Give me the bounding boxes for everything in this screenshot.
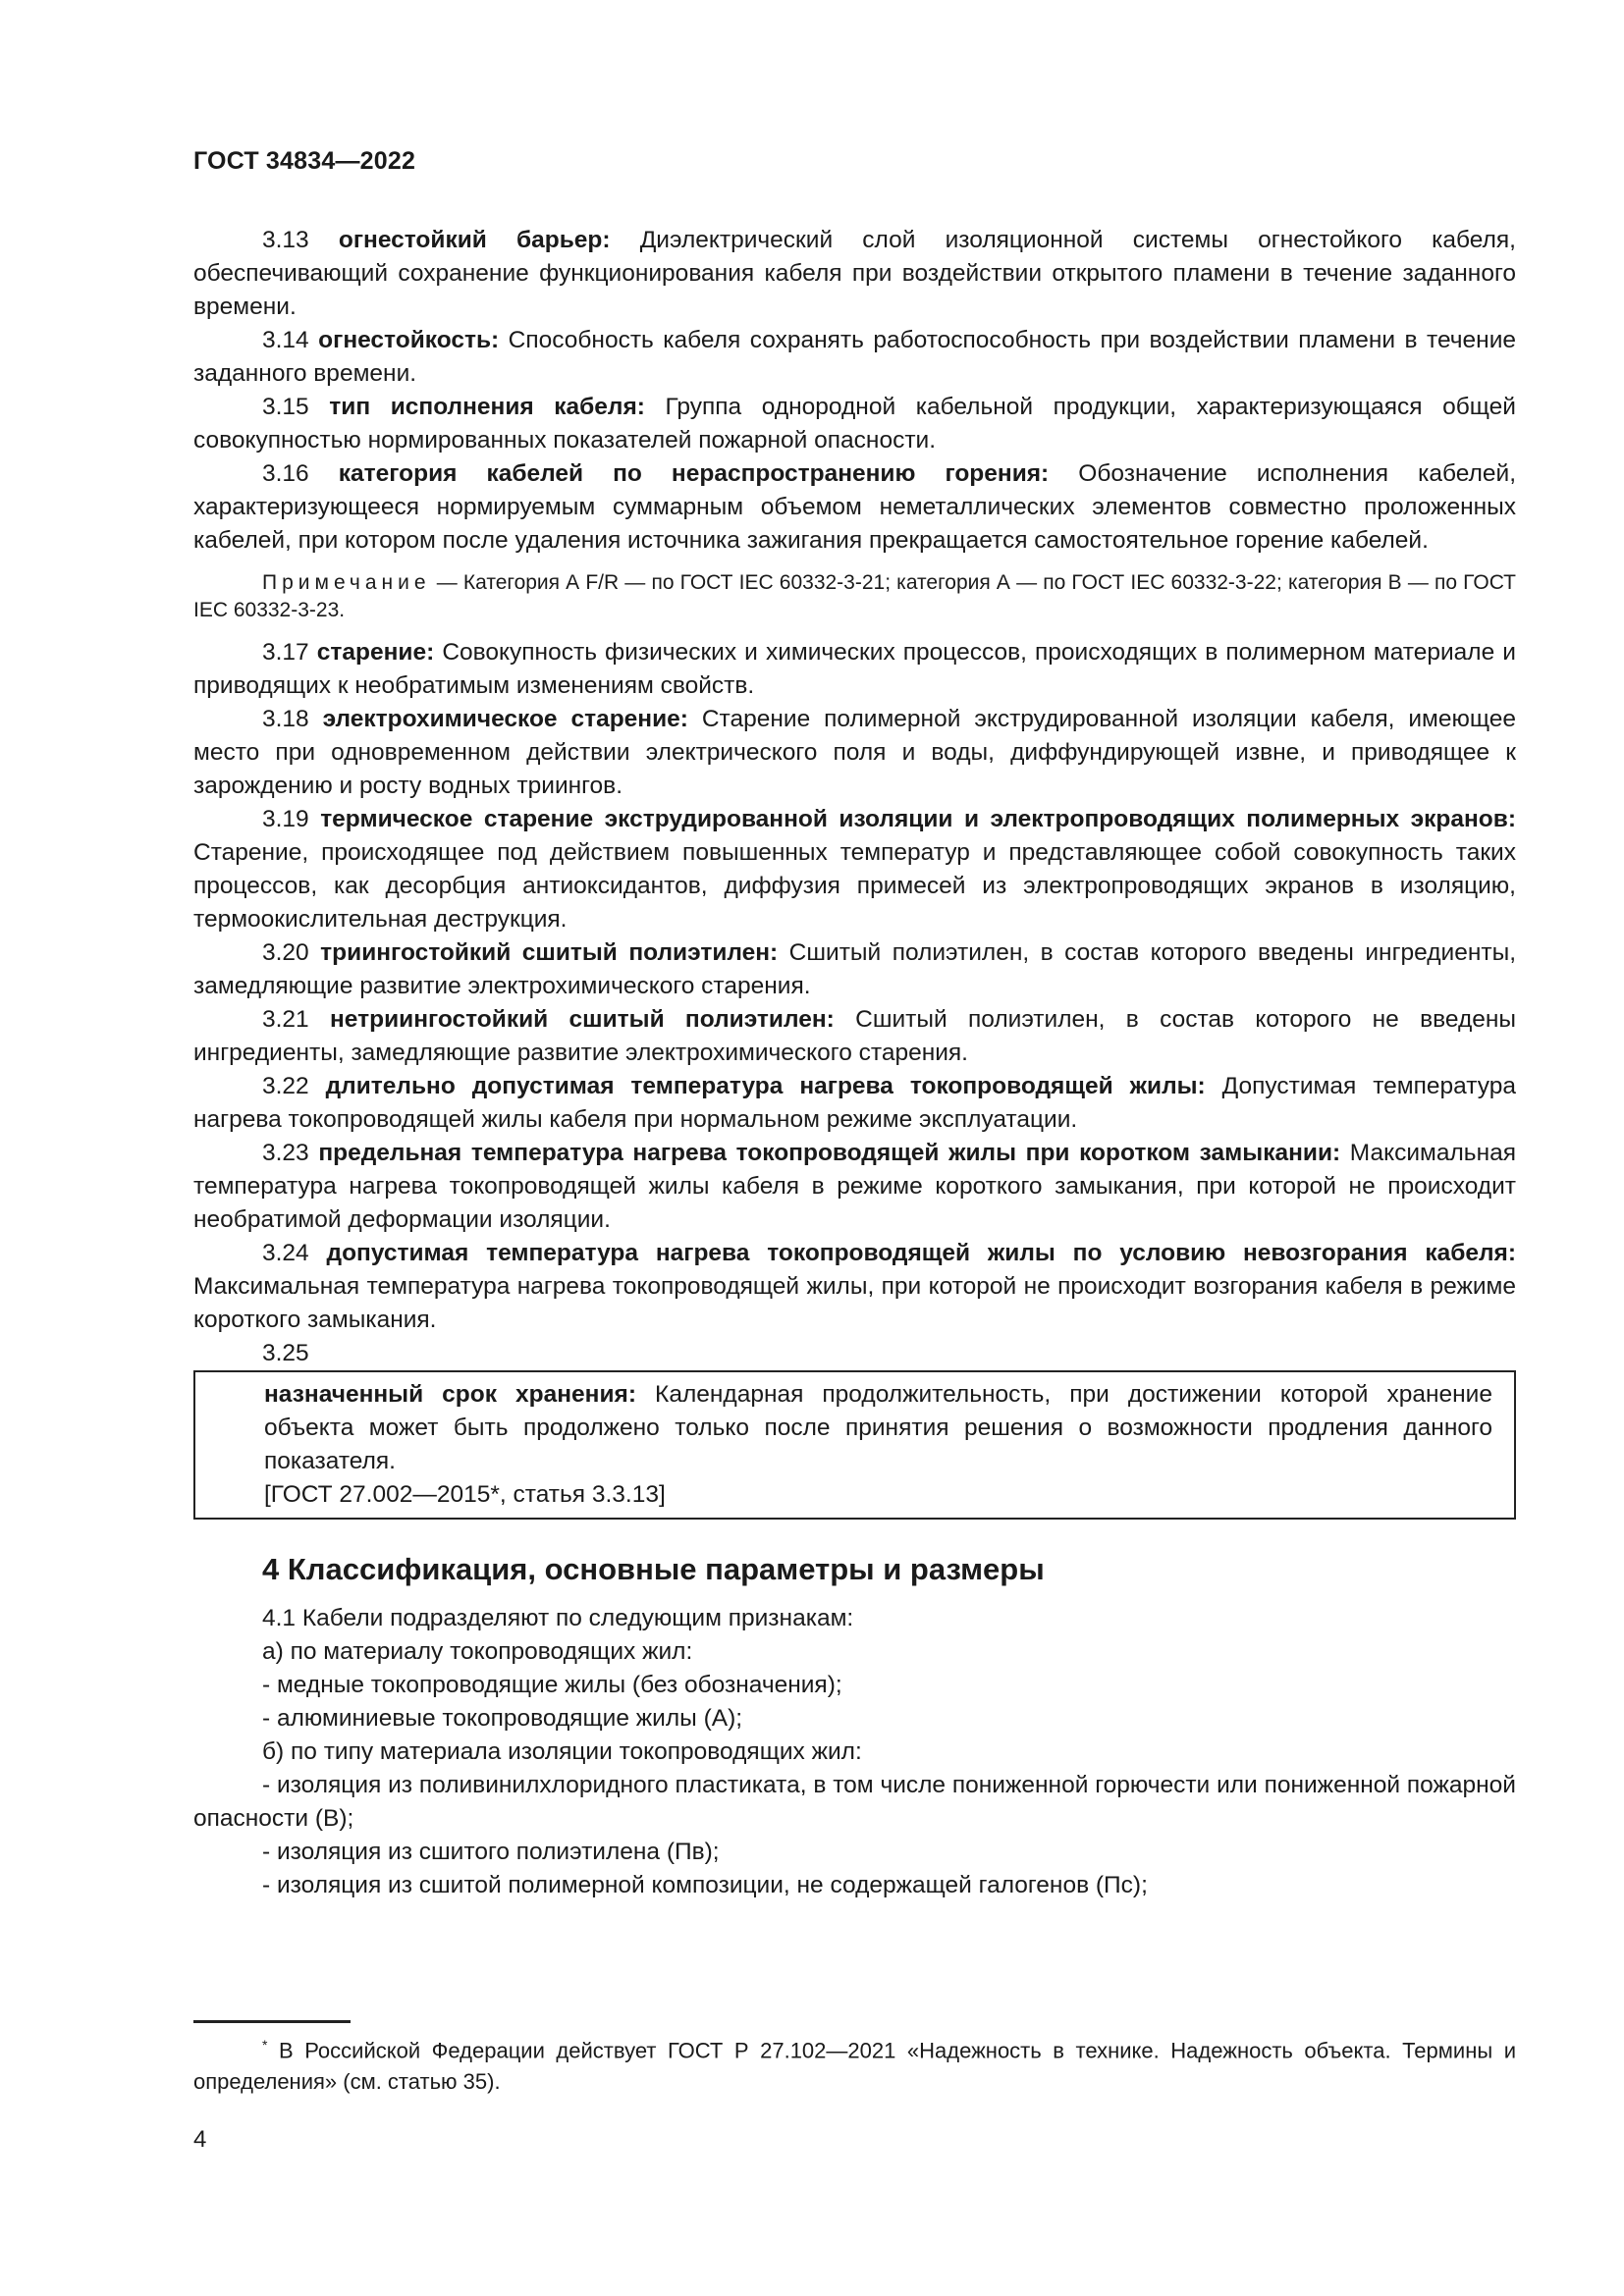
section-4-line: - медные токопроводящие жилы (без обозначения); — [262, 1672, 842, 1698]
term-3-25-reference: [ГОСТ 27.002—2015*, статья 3.3.13] — [264, 1481, 666, 1508]
term-3-15: 3.15 тип исполнения кабеля: Группа однородной кабельной продукции, характеризующаяся общей совокупностью нормированных показателей пожарной опасности. — [193, 394, 1516, 454]
term-3-16: 3.16 категория кабелей по нераспространению горения: Обозначение исполнения кабелей, характеризующееся нормируемым суммарным объемом неметаллических элементов совместно проложенных кабелей, при котором после удаления источника зажигания прекращается самостоятельное горение кабелей. — [193, 460, 1516, 554]
term-3-14: 3.14 огнестойкость: Способность кабеля сохранять работоспособность при воздействии пламени в течение заданного времени. — [193, 327, 1517, 387]
section-4-line: - алюминиевые токопроводящие жилы (А); — [262, 1705, 743, 1732]
section-4-line: а) по материалу токопроводящих жил: — [262, 1638, 693, 1665]
term-3-21: 3.21 нетриингостойкий сшитый полиэтилен: Сшитый полиэтилен, в состав которого не введены ингредиенты, замедляющие развитие электрохимического старения. — [193, 1006, 1516, 1066]
section-4-line: - изоляция из сшитой полимерной композиции, не содержащей галогенов (Пс); — [262, 1872, 1148, 1898]
footnote-divider — [193, 2020, 351, 2023]
note-3-16 — [193, 569, 1516, 624]
term-3-13: 3.13 огнестойкий барьер: Диэлектрический слой изоляционной системы огнестойкого кабеля, обеспечивающий сохранение функционирования кабеля при воздействии открытого пламени в течение заданного времени. — [193, 227, 1516, 320]
term-3-20: 3.20 триингостойкий сшитый полиэтилен: Сшитый полиэтилен, в состав которого введены ингредиенты, замедляющие развитие электрохимического старения. — [193, 939, 1516, 999]
footnote — [193, 2029, 1516, 2098]
term-3-23: 3.23 предельная температура нагрева токопроводящей жилы при коротком замыкании: Максимальная температура нагрева токопроводящей жилы кабеля в режиме короткого замыкания, при которой не происходит необратимой деформации изоляции. — [193, 1140, 1516, 1233]
term-3-25-definition: назначенный срок хранения: Календарная продолжительность, при достижении которой хранение объекта может быть продолжено только после принятия решения о возможности продления данного показателя. — [264, 1381, 1492, 1474]
section-4-line: - изоляция из поливинилхлоридного пластиката, в том числе пониженной горючести или пониженной пожарной опасности (В); — [193, 1772, 1516, 1832]
document-body — [193, 224, 1516, 1902]
term-3-24: 3.24 допустимая температура нагрева токопроводящей жилы по условию невозгорания кабеля: Максимальная температура нагрева токопроводящей жилы, при которой не происходит возгорания кабеля в режиме короткого замыкания. — [193, 1240, 1516, 1333]
section-4-line: - изоляция из сшитого полиэтилена (Пв); — [262, 1839, 720, 1865]
section-4-title: 4 Классификация, основные параметры и размеры — [262, 1552, 1045, 1586]
document-header: ГОСТ 34834—2022 — [193, 147, 416, 175]
note-text: — Категория А F/R — по ГОСТ IEC 60332-3-21; категория А — по ГОСТ IEC 60332-3-22; категория В — по ГОСТ IEC 60332-3-23. — [193, 571, 1516, 621]
term-3-18: 3.18 электрохимическое старение: Старение полимерной экструдированной изоляции кабеля, имеющее место при одновременном действии электрического поля и воды, диффундирующей извне, и приводящее к зарождению и росту водных триингов. — [193, 706, 1516, 799]
term-3-25-number: 3.25 — [262, 1340, 309, 1366]
section-4-line: 4.1 Кабели подразделяют по следующим признакам: — [262, 1605, 854, 1631]
footnote-text: В Российской Федерации действует ГОСТ Р 27.102—2021 «Надежность в технике. Надежность объекта. Термины и определения» (см. статью 35). — [193, 2038, 1516, 2095]
page-number: 4 — [193, 2126, 207, 2153]
term-3-25-box — [193, 1370, 1516, 1520]
term-3-19: 3.19 термическое старение экструдированной изоляции и электропроводящих полимерных экранов: Старение, происходящее под действием повышенных температур и представляющее собой совокупность таких процессов, как десорбция антиоксидантов, диффузия примесей из электропроводящих экранов в изоляцию, термоокислительная деструкция. — [193, 806, 1516, 933]
term-3-17: 3.17 старение: Совокупность физических и химических процессов, происходящих в полимерном материале и приводящих к необратимым изменениям свойств. — [193, 639, 1516, 699]
footnote-mark: * — [262, 2037, 268, 2053]
section-4-line: б) по типу материала изоляции токопроводящих жил: — [262, 1738, 862, 1765]
note-label: Примечание — [262, 571, 431, 594]
term-3-22: 3.22 длительно допустимая температура нагрева токопроводящей жилы: Допустимая температура нагрева токопроводящей жилы кабеля при нормальном режиме эксплуатации. — [193, 1073, 1516, 1133]
